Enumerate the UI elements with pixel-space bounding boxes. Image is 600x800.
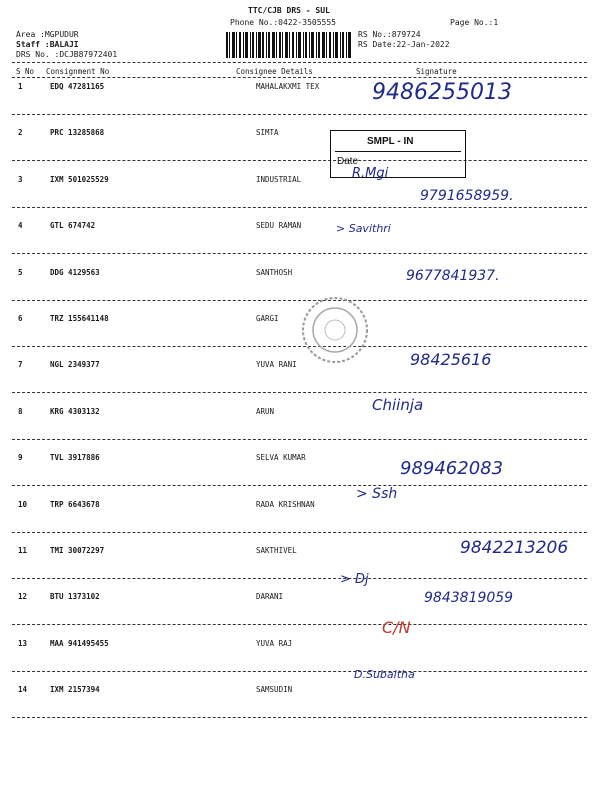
row-consignment-no: IXM 2157394 <box>50 685 100 695</box>
row-sno: 4 <box>18 221 23 231</box>
row-sno: 5 <box>18 267 23 277</box>
row-consignee: INDUSTRIAL <box>256 174 302 184</box>
row-consignment-no: KRG 4303132 <box>50 406 100 416</box>
row-divider <box>12 207 587 208</box>
round-seal <box>300 295 370 365</box>
rs-date: RS Date:22-Jan-2022 <box>358 40 450 49</box>
row-consignment-no: GTL 674742 <box>50 221 96 231</box>
signature-row-7: 98425616 <box>410 350 492 369</box>
staff-label: Staff :BALAJI <box>16 40 79 49</box>
row-consignee: ARUN <box>256 406 275 416</box>
signature-row-13: C/N <box>382 618 411 637</box>
row-divider <box>12 439 587 440</box>
row-consignee: SAKTHIVEL <box>256 546 297 555</box>
row-consignment-no: NGL 2349377 <box>50 360 100 370</box>
phone-number: Phone No.:0422-3505555 <box>230 18 336 27</box>
row-sno: 11 <box>18 546 28 555</box>
row-sno: 2 <box>18 128 23 138</box>
row-consignee: SAMSUDIN <box>256 685 293 695</box>
signature-row-1: 9486255013 <box>372 80 512 105</box>
row-consignee: SEDU RAMAN <box>256 221 302 231</box>
row-consignment-no: IXM 501025529 <box>50 174 109 184</box>
row-consignee: YUVA RANI <box>256 360 297 370</box>
signature-row-12-phone: 9843819059 <box>424 590 514 606</box>
row-consignee: GARGI <box>256 314 279 323</box>
row-divider <box>12 578 587 579</box>
signature-row-3-name: R.Mgi <box>352 166 389 181</box>
drs-title: TTC/CJB DRS - SUL <box>248 6 330 15</box>
row-consignment-no: BTU 1373102 <box>50 592 100 602</box>
row-divider <box>12 671 587 672</box>
row-divider <box>12 114 587 115</box>
row-consignee: SANTHOSH <box>256 267 293 277</box>
col-header-sno: S No <box>16 67 35 76</box>
row-divider <box>12 392 587 393</box>
row-consignee: DARANI <box>256 592 284 602</box>
row-consignment-no: MAA 941495455 <box>50 638 109 648</box>
row-consignment-no: TRP 6643678 <box>50 499 100 509</box>
signature-row-3-phone: 9791658959. <box>420 188 514 204</box>
stamp-date-label: Date <box>337 156 359 167</box>
col-header-signature: Signature <box>416 67 457 76</box>
row-sno: 6 <box>18 314 23 323</box>
signature-row-4: > Savithri <box>336 222 391 235</box>
stamp-divider <box>335 151 461 152</box>
row-sno: 10 <box>18 499 28 509</box>
col-header-consignment: Consignment No <box>46 67 110 76</box>
row-sno: 9 <box>18 453 23 463</box>
barcode <box>226 32 352 58</box>
row-sno: 13 <box>18 638 28 648</box>
row-sno: 12 <box>18 592 28 602</box>
row-divider <box>12 532 587 533</box>
row-consignee: RADA KRISHNAN <box>256 499 315 509</box>
row-divider <box>12 624 587 625</box>
stamp-title: SMPL - IN <box>367 136 414 147</box>
drs-number: DRS No. :DCJB87972401 <box>16 50 118 59</box>
row-sno: 7 <box>18 360 23 370</box>
row-consignment-no: PRC 13285868 <box>50 128 105 138</box>
row-consignee: MAHALAKXMI TEX <box>256 82 320 91</box>
signature-row-10: > Ssh <box>356 486 398 502</box>
row-sno: 8 <box>18 406 23 416</box>
row-consignment-no: TVL 3917886 <box>50 453 100 463</box>
row-divider <box>12 717 587 718</box>
row-sno: 3 <box>18 174 23 184</box>
signature-row-12: > Dj <box>340 572 369 587</box>
header-divider-top <box>12 62 587 63</box>
signature-row-9: 989462083 <box>400 458 504 479</box>
signature-row-14: D.Subaitha <box>354 668 415 681</box>
smpl-stamp <box>330 130 466 178</box>
signature-row-11: 9842213206 <box>460 538 569 558</box>
row-consignee: SIMTA <box>256 128 279 138</box>
rs-number: RS No.:879724 <box>358 30 421 39</box>
area-label: Area :MGPUDUR <box>16 30 79 39</box>
row-consignment-no: DDG 4129563 <box>50 267 100 277</box>
row-divider <box>12 485 587 486</box>
row-consignment-no: TRZ 155641148 <box>50 314 109 323</box>
header-divider-bottom <box>12 77 587 78</box>
row-consignment-no: EDQ 47281165 <box>50 82 105 91</box>
row-consignee: SELVA KUMAR <box>256 453 306 463</box>
row-consignee: YUVA RAJ <box>256 638 293 648</box>
signature-row-5: 9677841937. <box>406 268 500 284</box>
col-header-consignee: Consignee Details <box>236 67 313 76</box>
row-divider <box>12 253 587 254</box>
row-sno: 14 <box>18 685 28 695</box>
signature-row-8: Chiinja <box>372 396 424 414</box>
row-sno: 1 <box>18 82 23 91</box>
page-number: Page No.:1 <box>450 18 499 27</box>
row-divider <box>12 160 587 161</box>
row-consignment-no: TMI 30072297 <box>50 546 105 555</box>
